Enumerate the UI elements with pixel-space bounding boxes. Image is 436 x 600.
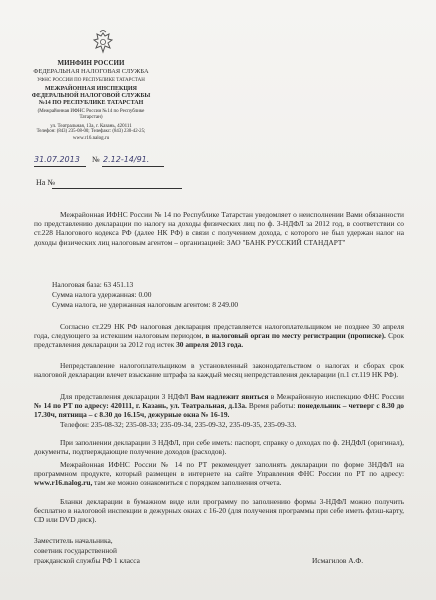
website-link[interactable]: www.r16.nalog.ru, — [34, 478, 93, 488]
number-label: № — [92, 155, 100, 164]
tax-not-withheld: Сумма налога, не удержанная налоговым агентом: 8 249.00 — [52, 300, 239, 309]
penalty-paragraph: Непредставление налогоплательщиком в установленный законодательством о налогах и сборах срок налоговой декларации влечет взыскание штрафа за каждый месяц непредставления декларации (п.1 ст.119 НК РФ). — [34, 361, 404, 380]
date-value: 31.07.2013 — [34, 155, 80, 164]
header-line: www.r16.nalog.ru — [72, 136, 110, 142]
date-underline — [34, 166, 86, 167]
header-line: МЕЖРАЙОННАЯ ИНСПЕКЦИЯ — [44, 86, 137, 93]
header-line: (Межрайонная ИФНС России №14 по Республике — [37, 109, 145, 115]
header-line: ФЕДЕРАЛЬНОЙ НАЛОГОВОЙ СЛУЖБЫ — [31, 93, 151, 100]
documents-paragraph: При заполнении декларации 3 НДФЛ, при себе иметь: паспорт, справку о доходах по ф. 2НДФЛ (оригинал), документы, подтверждающие получение доходов (расходов). — [34, 438, 404, 457]
visit-paragraph: Для представления декларации 3 НДФЛ Вам надлежит явиться в Межрайонную инспекцию ФНС России № 14 по РТ по адресу: 420111, г. Казань, ул. Театральная, д.13а. Время работы: понедельник – четверг с 8.30 до 17.30ч, пятница – с 8.30 до 16.15ч, дежурные окна № 16-19. Телефон: 235-08-32; 235-08-33; 235-09-34, 235-09-32, 235-09-35, 235-09-33. — [34, 392, 405, 429]
reply-to-label: На № — [36, 178, 55, 187]
tax-base: Налоговая база: 63 451.13 — [52, 280, 134, 289]
forms-paragraph: Бланки декларации в бумажном виде или программу по заполнению формы 3-НДФЛ можно получить бесплатно в налоговой инспекции в дежурных окнах с 16-20 (для получения программы при себе иметь флэш-карту, CD или DVD диск). — [34, 497, 404, 525]
header-line: МИНФИН РОССИИ — [57, 59, 125, 67]
document-number: 2.12-14/91. — [103, 155, 150, 164]
reply-to-underline — [52, 188, 182, 189]
letterhead — [16, 60, 166, 141]
coat-of-arms-icon — [92, 30, 114, 56]
signer-title-line: советник государственной — [34, 546, 117, 555]
header-line: Татарстан) — [79, 115, 103, 121]
tax-withheld: Сумма налога удержанная: 0.00 — [52, 290, 152, 299]
phones-line: Телефон: 235-08-32; 235-08-33; 235-09-34, 235-09-32, 235-09-35, 235-09-33. — [60, 419, 297, 429]
number-underline — [102, 166, 164, 167]
notice-paragraph: Межрайонная ИФНС России № 14 по Республике Татарстан уведомляет о неисполнении Вами обязанности по представлению декларации по налогу на доходы физических лиц по ф. 3-НДФЛ за 2012 год, в соответствии со ст.228 Налогового кодекса РФ (далее НК РФ) в связи с получением дохода, с которого не был удержан налог на доходы физических лиц налоговым агентом – организацией: ЗАО "БАНК РУССКИЙ СТАНДАРТ" — [34, 210, 404, 247]
signer-title-line: Заместитель начальника, — [34, 536, 113, 545]
signer-title-line: гражданской службы РФ 1 класса — [34, 556, 140, 565]
header-line: ФЕДЕРАЛЬНАЯ НАЛОГОВАЯ СЛУЖБА — [33, 68, 149, 75]
header-line: Телефон: (843) 235-08-00; Телефакс: (843) 230-42-25; — [36, 129, 146, 135]
header-line: УФНС РОССИИ ПО РЕСПУБЛИКЕ ТАТАРСТАН — [37, 78, 145, 84]
software-paragraph: Межрайонная ИФНС России № 14 по РТ рекомендует заполнять декларации по форме 3НДФЛ на программном продукте, который размещен в интернете на сайте Управления ФНС России по РТ по адресу: www.r16.nalog.ru, там же можно ознакомиться с порядком заполнения отчета. — [34, 460, 404, 488]
deadline-paragraph: Согласно ст.229 НК РФ налоговая декларация представляется налогоплательщиком не позднее 30 апреля года, следующего за истекшим налоговым периодом, в налоговый орган по месту регистрации (прописке). Срок представления декларации за 2012 год истек 30 апреля 2013 года. — [34, 322, 404, 350]
document-date — [34, 155, 80, 164]
header-line: №14 ПО РЕСПУБЛИКЕ ТАТАРСТАН — [38, 100, 144, 107]
signer-name: Исмагилов А.Ф. — [312, 556, 364, 565]
header-line: ул. Театральная, 13а, г. Казань, 420111 — [50, 124, 132, 130]
